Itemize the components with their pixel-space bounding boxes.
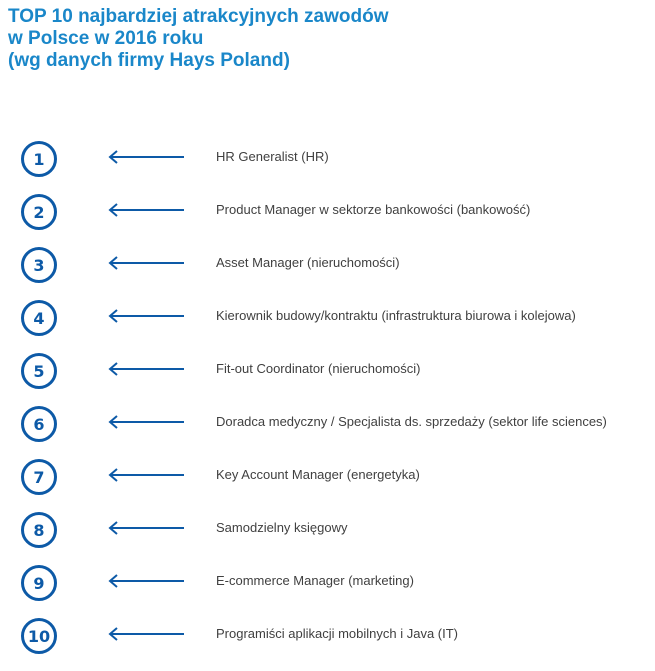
rank-badge: 3 bbox=[21, 247, 57, 283]
rank-badge: 8 bbox=[21, 512, 57, 548]
ranking-row-10 bbox=[0, 614, 655, 667]
ranking-row-3 bbox=[0, 243, 655, 296]
job-title: Samodzielny księgowy bbox=[216, 520, 348, 535]
ranking-row-9 bbox=[0, 561, 655, 614]
job-title: Kierownik budowy/kontraktu (infrastruktura biurowa i kolejowa) bbox=[216, 308, 576, 323]
job-title: Doradca medyczny / Specjalista ds. sprzedaży (sektor life sciences) bbox=[216, 414, 607, 429]
left-arrow-icon bbox=[108, 203, 184, 217]
job-title: Product Manager w sektorze bankowości (bankowość) bbox=[216, 202, 531, 217]
rank-badge: 9 bbox=[21, 565, 57, 601]
rank-badge: 2 bbox=[21, 194, 57, 230]
ranking-row-8 bbox=[0, 508, 655, 561]
left-arrow-icon bbox=[108, 627, 184, 641]
job-title: HR Generalist (HR) bbox=[216, 149, 329, 164]
left-arrow-icon bbox=[108, 574, 184, 588]
ranking-row-7 bbox=[0, 455, 655, 508]
ranking-row-5 bbox=[0, 349, 655, 402]
page-title bbox=[8, 6, 389, 72]
ranking-list bbox=[0, 137, 655, 667]
rank-badge: 1 bbox=[21, 141, 57, 177]
title-line-2: w Polsce w 2016 roku bbox=[8, 28, 204, 49]
title-line-3: (wg danych firmy Hays Poland) bbox=[8, 50, 290, 71]
ranking-row-2 bbox=[0, 190, 655, 243]
rank-badge: 6 bbox=[21, 406, 57, 442]
left-arrow-icon bbox=[108, 362, 184, 376]
left-arrow-icon bbox=[108, 521, 184, 535]
ranking-row-4 bbox=[0, 296, 655, 349]
title-line-1: TOP 10 najbardziej atrakcyjnych zawodów bbox=[8, 6, 389, 27]
job-title: Programiści aplikacji mobilnych i Java (IT) bbox=[216, 626, 459, 641]
left-arrow-icon bbox=[108, 468, 184, 482]
rank-badge: 10 bbox=[21, 618, 57, 654]
rank-badge: 7 bbox=[21, 459, 57, 495]
job-title: E-commerce Manager (marketing) bbox=[216, 573, 414, 588]
ranking-row-1 bbox=[0, 137, 655, 190]
rank-badge: 5 bbox=[21, 353, 57, 389]
job-title: Fit-out Coordinator (nieruchomości) bbox=[216, 361, 421, 376]
rank-badge: 4 bbox=[21, 300, 57, 336]
left-arrow-icon bbox=[108, 309, 184, 323]
job-title: Key Account Manager (energetyka) bbox=[216, 467, 420, 482]
left-arrow-icon bbox=[108, 415, 184, 429]
left-arrow-icon bbox=[108, 150, 184, 164]
ranking-row-6 bbox=[0, 402, 655, 455]
left-arrow-icon bbox=[108, 256, 184, 270]
job-title: Asset Manager (nieruchomości) bbox=[216, 255, 400, 270]
